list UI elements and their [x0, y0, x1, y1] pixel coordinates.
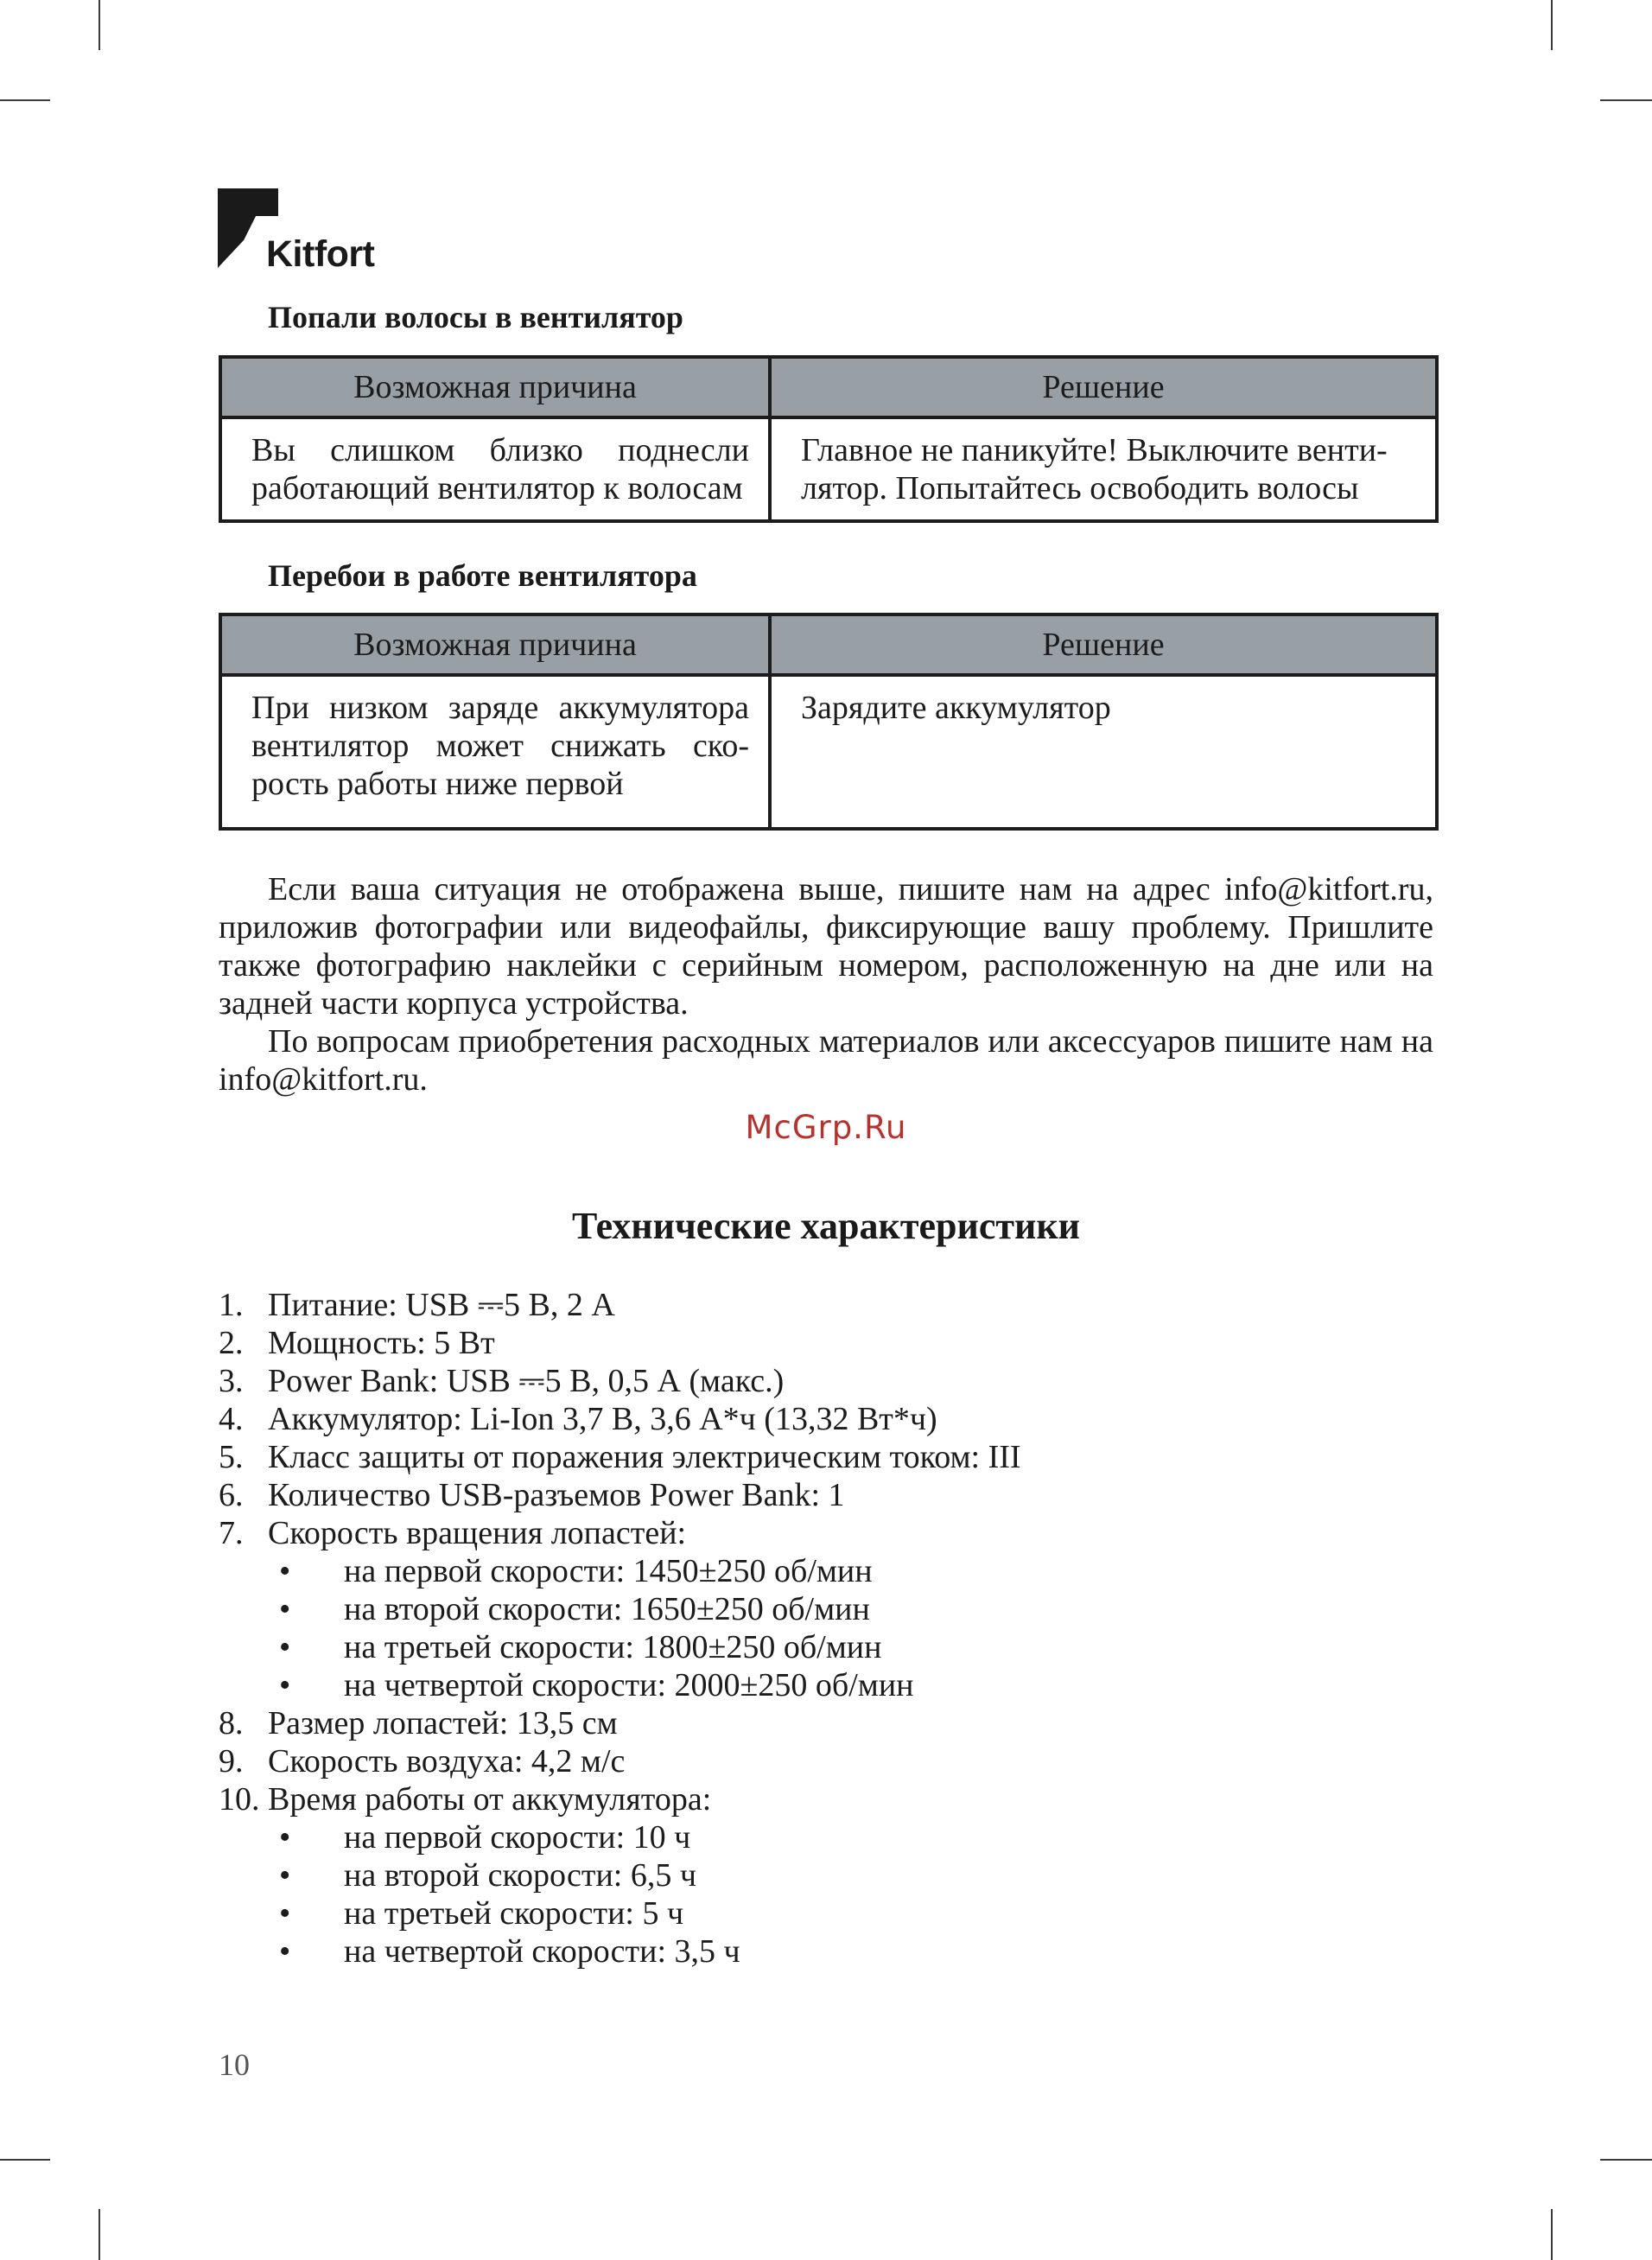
- table-cell-solution: Зарядите аккумулятор: [770, 675, 1437, 829]
- table-cell-cause: При низком заряде аккумулятора вентилятор может снижать ско-рость работы ниже первой: [220, 675, 770, 829]
- table-cell-solution: Главное не паникуйте! Выключите венти-лятор. Попытайтесь освободить волосы: [770, 417, 1437, 521]
- crop-mark: [1551, 2209, 1553, 2260]
- crop-mark: [1551, 0, 1553, 50]
- spec-subitem: [219, 1666, 1428, 1704]
- bullet-marker: •: [279, 1819, 291, 1856]
- spec-subitem: [219, 1818, 1428, 1856]
- spec-text: на второй скорости: 1650±250 об/мин: [344, 1591, 870, 1627]
- spec-text: на четвертой скорости: 3,5 ч: [344, 1933, 740, 1970]
- bullet-marker: •: [279, 1667, 291, 1703]
- troubleshoot-table-hair: [219, 355, 1439, 523]
- item-number: 9.: [219, 1743, 244, 1779]
- spec-text: Аккумулятор: Li-Ion 3,7 В, 3,6 А*ч (13,32 Вт*ч): [268, 1401, 937, 1437]
- spec-item: [219, 1780, 1428, 1818]
- spec-text: Мощность: 5 Вт: [268, 1325, 495, 1361]
- crop-mark: [1600, 2159, 1652, 2161]
- table-cell-cause: Вы слишком близко поднесли работающий вентилятор к волосам: [220, 417, 770, 521]
- spec-text: на первой скорости: 10 ч: [344, 1819, 691, 1856]
- brand-name: Kitfort: [266, 233, 375, 275]
- column-header-cause: Возможная причина: [220, 614, 770, 675]
- spec-item: [219, 1704, 1428, 1742]
- spec-text: на второй скорости: 6,5 ч: [344, 1857, 696, 1894]
- spec-subitem: [219, 1590, 1428, 1628]
- crop-mark: [98, 0, 100, 50]
- spec-subitem: [219, 1628, 1428, 1666]
- crop-mark: [1600, 99, 1652, 101]
- spec-subitem: [219, 1856, 1428, 1894]
- bullet-marker: •: [279, 1895, 291, 1932]
- item-number: 8.: [219, 1705, 244, 1741]
- spec-item: [219, 1514, 1428, 1552]
- spec-text: на первой скорости: 1450±250 об/мин: [344, 1553, 873, 1589]
- watermark: McGrp.Ru: [745, 1109, 907, 1146]
- item-number: 5.: [219, 1439, 244, 1475]
- page-number: 10: [219, 2047, 250, 2082]
- spec-subitem: [219, 1932, 1428, 1970]
- contact-paragraph: Если ваша ситуация не отображена выше, пишите нам на адрес info@kitfort.ru, приложив фотографии или видеофайлы, фиксирующие вашу проблему. Пришлите также фотографию наклейки с серийным номером, расположенную на дне или на задней части корпуса устройства.: [219, 871, 1433, 1022]
- spec-item: [219, 1438, 1428, 1476]
- spec-text: Скорость вращения лопастей:: [268, 1515, 687, 1551]
- specs-title: Технические характеристики: [571, 1205, 1081, 1247]
- crop-mark: [0, 99, 50, 101]
- spec-item: [219, 1476, 1428, 1514]
- spec-text: Скорость воздуха: 4,2 м/с: [268, 1743, 626, 1779]
- spec-subitem: [219, 1894, 1428, 1932]
- column-header-solution: Решение: [770, 614, 1437, 675]
- spec-text: на третьей скорости: 1800±250 об/мин: [344, 1629, 882, 1665]
- spec-item: [219, 1400, 1428, 1438]
- spec-text: Количество USB-разъемов Power Bank: 1: [268, 1477, 845, 1513]
- specs-list: [219, 1286, 1428, 1970]
- spec-text: Класс защиты от поражения электрическим током: III: [268, 1439, 1021, 1475]
- bullet-marker: •: [279, 1629, 291, 1665]
- bullet-marker: •: [279, 1591, 291, 1627]
- crop-mark: [0, 2159, 50, 2161]
- spec-subitem: [219, 1552, 1428, 1590]
- spec-text: на четвертой скорости: 2000±250 об/мин: [344, 1667, 914, 1703]
- spec-text: на третьей скорости: 5 ч: [344, 1895, 684, 1932]
- column-header-solution: Решение: [770, 357, 1437, 417]
- column-header-cause: Возможная причина: [220, 357, 770, 417]
- bullet-marker: •: [279, 1553, 291, 1589]
- section-title-interruptions: Перебои в работе вентилятора: [268, 558, 697, 593]
- spec-item: [219, 1324, 1428, 1362]
- bullet-marker: •: [279, 1857, 291, 1894]
- spec-text: Питание: USB ⎓5 В, 2 А: [268, 1287, 615, 1323]
- brand-logo: [218, 188, 425, 275]
- bullet-marker: •: [279, 1933, 291, 1970]
- spec-item: [219, 1286, 1428, 1324]
- item-number: 1.: [219, 1287, 244, 1323]
- item-number: 2.: [219, 1325, 244, 1361]
- spec-text: Размер лопастей: 13,5 см: [268, 1705, 618, 1741]
- item-number: 6.: [219, 1477, 244, 1513]
- spec-text: Время работы от аккумулятора:: [268, 1781, 712, 1818]
- crop-mark: [98, 2209, 100, 2260]
- item-number: 3.: [219, 1363, 244, 1399]
- accessories-paragraph: По вопросам приобретения расходных материалов или аксессуаров пишите нам на info@kitfort.ru.: [219, 1023, 1433, 1098]
- spec-text: Power Bank: USB ⎓5 В, 0,5 А (макс.): [268, 1363, 785, 1399]
- spec-item: [219, 1362, 1428, 1400]
- section-title-hair: Попали волосы в вентилятор: [268, 300, 683, 334]
- item-number: 10.: [219, 1781, 260, 1818]
- troubleshoot-table-interruptions: [219, 613, 1439, 831]
- spec-item: [219, 1742, 1428, 1780]
- item-number: 4.: [219, 1401, 244, 1437]
- item-number: 7.: [219, 1515, 244, 1551]
